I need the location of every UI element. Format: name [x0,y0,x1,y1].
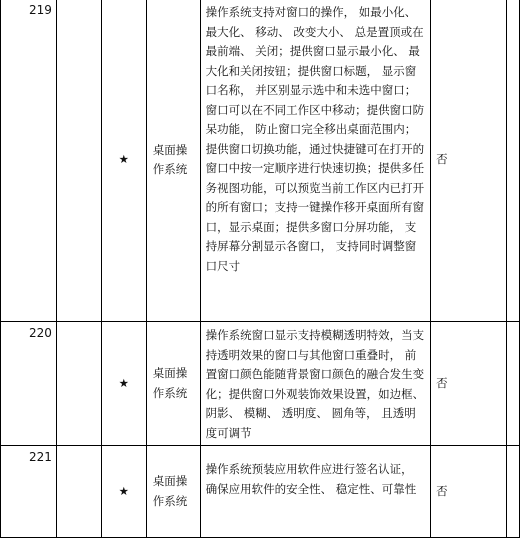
row-number: 220 [1,322,57,446]
category-cell [146,446,200,538]
table-row [1,0,520,322]
category-line: 桌面操 [152,366,188,380]
star-mark: ★ [101,0,146,322]
description-cell: 操作系统窗口显示支持模糊透明特效，当支持透明效果的窗口与其他窗口重叠时， 前置窗口颜色能随背景窗口颜色的融合发生变化；提供窗口外观装饰效果设置，如边框、 阴影、 模糊、 透明度、 圆角等， 且透明度可调节 [200,322,431,446]
table-row [1,322,520,446]
category-line: 作系统 [152,493,188,508]
row-number: 219 [1,0,57,322]
empty-cell [506,0,519,322]
flag-cell: 否 [431,322,507,446]
category-line: 桌面操 [152,474,188,488]
flag-cell: 否 [431,446,507,538]
row-number: 221 [1,446,57,538]
flag-cell: 否 [431,0,507,322]
empty-cell [506,322,519,446]
category-line: 作系统 [152,385,188,400]
category-cell [146,0,200,322]
empty-cell [506,446,519,538]
empty-cell [56,0,101,322]
empty-cell [56,322,101,446]
empty-cell [56,446,101,538]
category-cell [146,322,200,446]
star-mark: ★ [101,446,146,538]
category-line: 作系统 [152,162,188,176]
star-mark: ★ [101,322,146,446]
description-cell: 操作系统预装应用软件应进行签名认证， 确保应用软件的安全性、 稳定性、可靠性 [200,446,431,538]
table-row [1,446,520,538]
description-cell: 操作系统支持对窗口的操作， 如最小化、 最大化、 移动、 改变大小、 总是置顶或在最前端、 关闭；提供窗口显示最小化、 最大化和关闭按钮；提供窗口标题， 显示窗口名称， 并区别显示选中和未选中窗口；窗口可以在不同工作区中移动；提供窗口防呆功能， 防止窗口完全移出桌面范围内；提供窗口切换功能，通过快捷键可在打开的窗口中按一定顺序进行快速切换；提供多任务视图功能，可以预览当前工作区内已打开的所有窗口；支持一键操作移开桌面所有窗口，显示桌面；提供多窗口分屏功能， 支持屏幕分割显示各窗口， 支持同时调整窗口尺寸 [200,0,431,322]
category-line: 桌面操 [152,142,188,157]
